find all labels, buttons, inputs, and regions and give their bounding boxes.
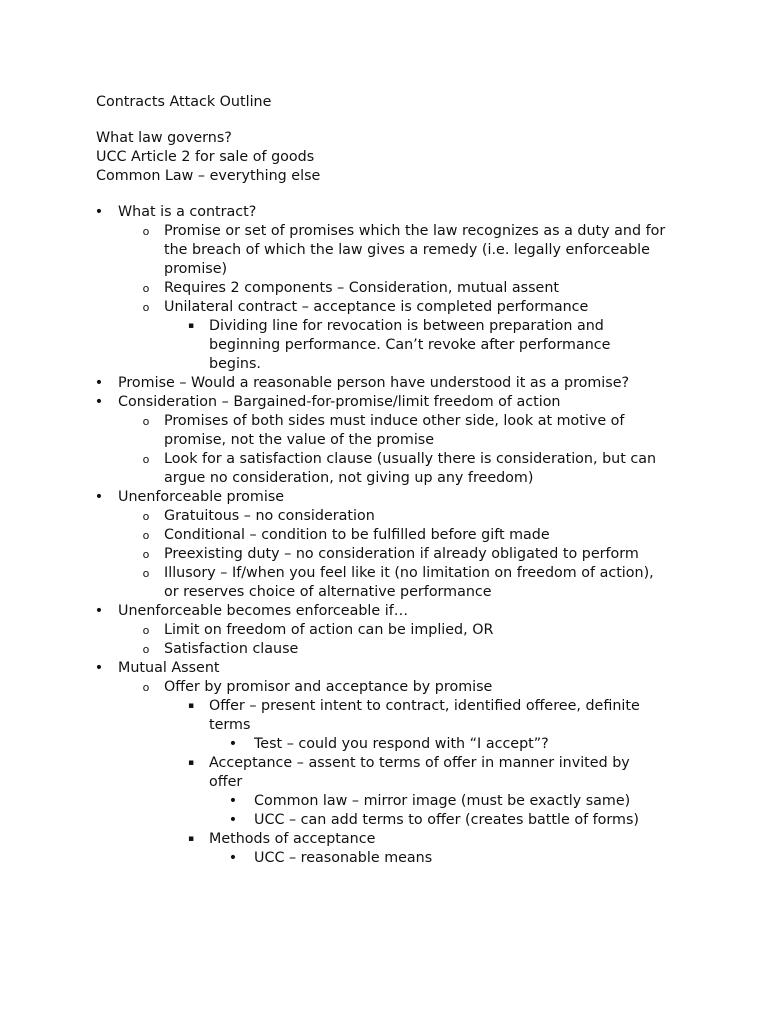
outline-item-level-4 bbox=[96, 849, 666, 868]
outline-item-level-2 bbox=[96, 545, 666, 564]
outline-item-level-2 bbox=[96, 298, 666, 317]
bullet-marker-icon: o bbox=[142, 529, 150, 542]
outline-item-level-4 bbox=[96, 792, 666, 811]
outline-item-level-3 bbox=[96, 697, 666, 735]
outline-item-text: Promise – Would a reasonable person have understood it as a promise? bbox=[118, 375, 630, 391]
bullet-marker-icon: • bbox=[94, 489, 104, 505]
document-title: Contracts Attack Outline bbox=[96, 94, 272, 110]
bullet-marker-icon: o bbox=[142, 510, 150, 523]
outline-item-level-2 bbox=[96, 564, 666, 602]
outline-item-level-4 bbox=[96, 735, 666, 754]
bullet-marker-icon: o bbox=[142, 643, 150, 656]
outline-item-level-2 bbox=[96, 450, 666, 488]
bullet-marker-icon: ▪ bbox=[187, 321, 195, 331]
outline-item-text: Promise or set of promises which the law recognizes as a duty and for the breach of which the law gives a remedy (i.e. legally enforceable promise) bbox=[164, 223, 666, 277]
intro-line: Common Law – everything else bbox=[96, 168, 321, 184]
outline-item-text: Common law – mirror image (must be exactly same) bbox=[254, 793, 631, 809]
outline-item-level-1 bbox=[96, 602, 666, 621]
outline-item-text: UCC – reasonable means bbox=[254, 850, 433, 866]
bullet-marker-icon: o bbox=[142, 567, 150, 580]
outline-item-text: Promises of both sides must induce other side, look at motive of promise, not the value of the promise bbox=[164, 413, 625, 448]
outline-item-text: Methods of acceptance bbox=[209, 831, 376, 847]
intro-line: What law governs? bbox=[96, 130, 232, 146]
outline-item-level-1 bbox=[96, 659, 666, 678]
outline-item-level-1 bbox=[96, 393, 666, 412]
outline-item-level-2 bbox=[96, 412, 666, 450]
bullet-marker-icon: o bbox=[142, 301, 150, 314]
bullet-marker-icon: • bbox=[94, 394, 104, 410]
intro-block bbox=[96, 129, 320, 186]
outline-item-level-4 bbox=[96, 811, 666, 830]
outline-list bbox=[96, 203, 666, 868]
bullet-marker-icon: o bbox=[142, 282, 150, 295]
outline-item-text: Limit on freedom of action can be implied, OR bbox=[164, 622, 494, 638]
outline-item-level-3 bbox=[96, 317, 666, 374]
outline-item-text: Preexisting duty – no consideration if already obligated to perform bbox=[164, 546, 639, 562]
outline-item-level-2 bbox=[96, 526, 666, 545]
bullet-marker-icon: o bbox=[142, 624, 150, 637]
outline-item-level-1 bbox=[96, 374, 666, 393]
outline-item-text: Unilateral contract – acceptance is completed performance bbox=[164, 299, 589, 315]
bullet-marker-icon: • bbox=[94, 603, 104, 619]
outline-item-level-3 bbox=[96, 754, 666, 792]
bullet-marker-icon: • bbox=[94, 204, 104, 220]
bullet-marker-icon: • bbox=[228, 736, 238, 752]
intro-line: UCC Article 2 for sale of goods bbox=[96, 149, 315, 165]
outline-item-text: UCC – can add terms to offer (creates battle of forms) bbox=[254, 812, 640, 828]
outline-item-text: Requires 2 components – Consideration, mutual assent bbox=[164, 280, 560, 296]
outline-item-text: Conditional – condition to be fulfilled before gift made bbox=[164, 527, 550, 543]
bullet-marker-icon: • bbox=[228, 793, 238, 809]
outline-item-text: What is a contract? bbox=[118, 204, 257, 220]
bullet-marker-icon: o bbox=[142, 225, 150, 238]
outline-item-text: Consideration – Bargained-for-promise/limit freedom of action bbox=[118, 394, 561, 410]
outline-item-text: Unenforceable becomes enforceable if… bbox=[118, 603, 409, 619]
bullet-marker-icon: • bbox=[94, 375, 104, 391]
outline-item-level-3 bbox=[96, 830, 666, 849]
outline-item-text: Dividing line for revocation is between preparation and beginning performance. Can’t revoke after performance begins. bbox=[209, 318, 611, 372]
bullet-marker-icon: ▪ bbox=[187, 834, 195, 844]
outline-item-text: Unenforceable promise bbox=[118, 489, 285, 505]
bullet-marker-icon: • bbox=[94, 660, 104, 676]
bullet-marker-icon: • bbox=[228, 812, 238, 828]
bullet-marker-icon: o bbox=[142, 453, 150, 466]
outline-item-text: Gratuitous – no consideration bbox=[164, 508, 375, 524]
outline-item-text: Test – could you respond with “I accept”? bbox=[254, 736, 549, 752]
outline-item-level-1 bbox=[96, 203, 666, 222]
outline-item-level-2 bbox=[96, 678, 666, 697]
bullet-marker-icon: ▪ bbox=[187, 701, 195, 711]
bullet-marker-icon: o bbox=[142, 415, 150, 428]
outline-item-level-2 bbox=[96, 640, 666, 659]
outline-item-text: Offer – present intent to contract, identified offeree, definite terms bbox=[209, 698, 640, 733]
outline-item-level-2 bbox=[96, 621, 666, 640]
outline-item-text: Acceptance – assent to terms of offer in manner invited by offer bbox=[209, 755, 630, 790]
outline-item-level-1 bbox=[96, 488, 666, 507]
outline-item-level-2 bbox=[96, 222, 666, 279]
bullet-marker-icon: o bbox=[142, 548, 150, 561]
outline-item-level-2 bbox=[96, 279, 666, 298]
bullet-marker-icon: • bbox=[228, 850, 238, 866]
outline-item-text: Offer by promisor and acceptance by promise bbox=[164, 679, 493, 695]
outline-item-text: Mutual Assent bbox=[118, 660, 220, 676]
outline-item-level-2 bbox=[96, 507, 666, 526]
bullet-marker-icon: o bbox=[142, 681, 150, 694]
outline-item-text: Satisfaction clause bbox=[164, 641, 299, 657]
outline-item-text: Illusory – If/when you feel like it (no limitation on freedom of action), or reserves choice of alternative performance bbox=[164, 565, 654, 600]
bullet-marker-icon: ▪ bbox=[187, 758, 195, 768]
outline-item-text: Look for a satisfaction clause (usually there is consideration, but can argue no consideration, not giving up any freedom) bbox=[164, 451, 657, 486]
